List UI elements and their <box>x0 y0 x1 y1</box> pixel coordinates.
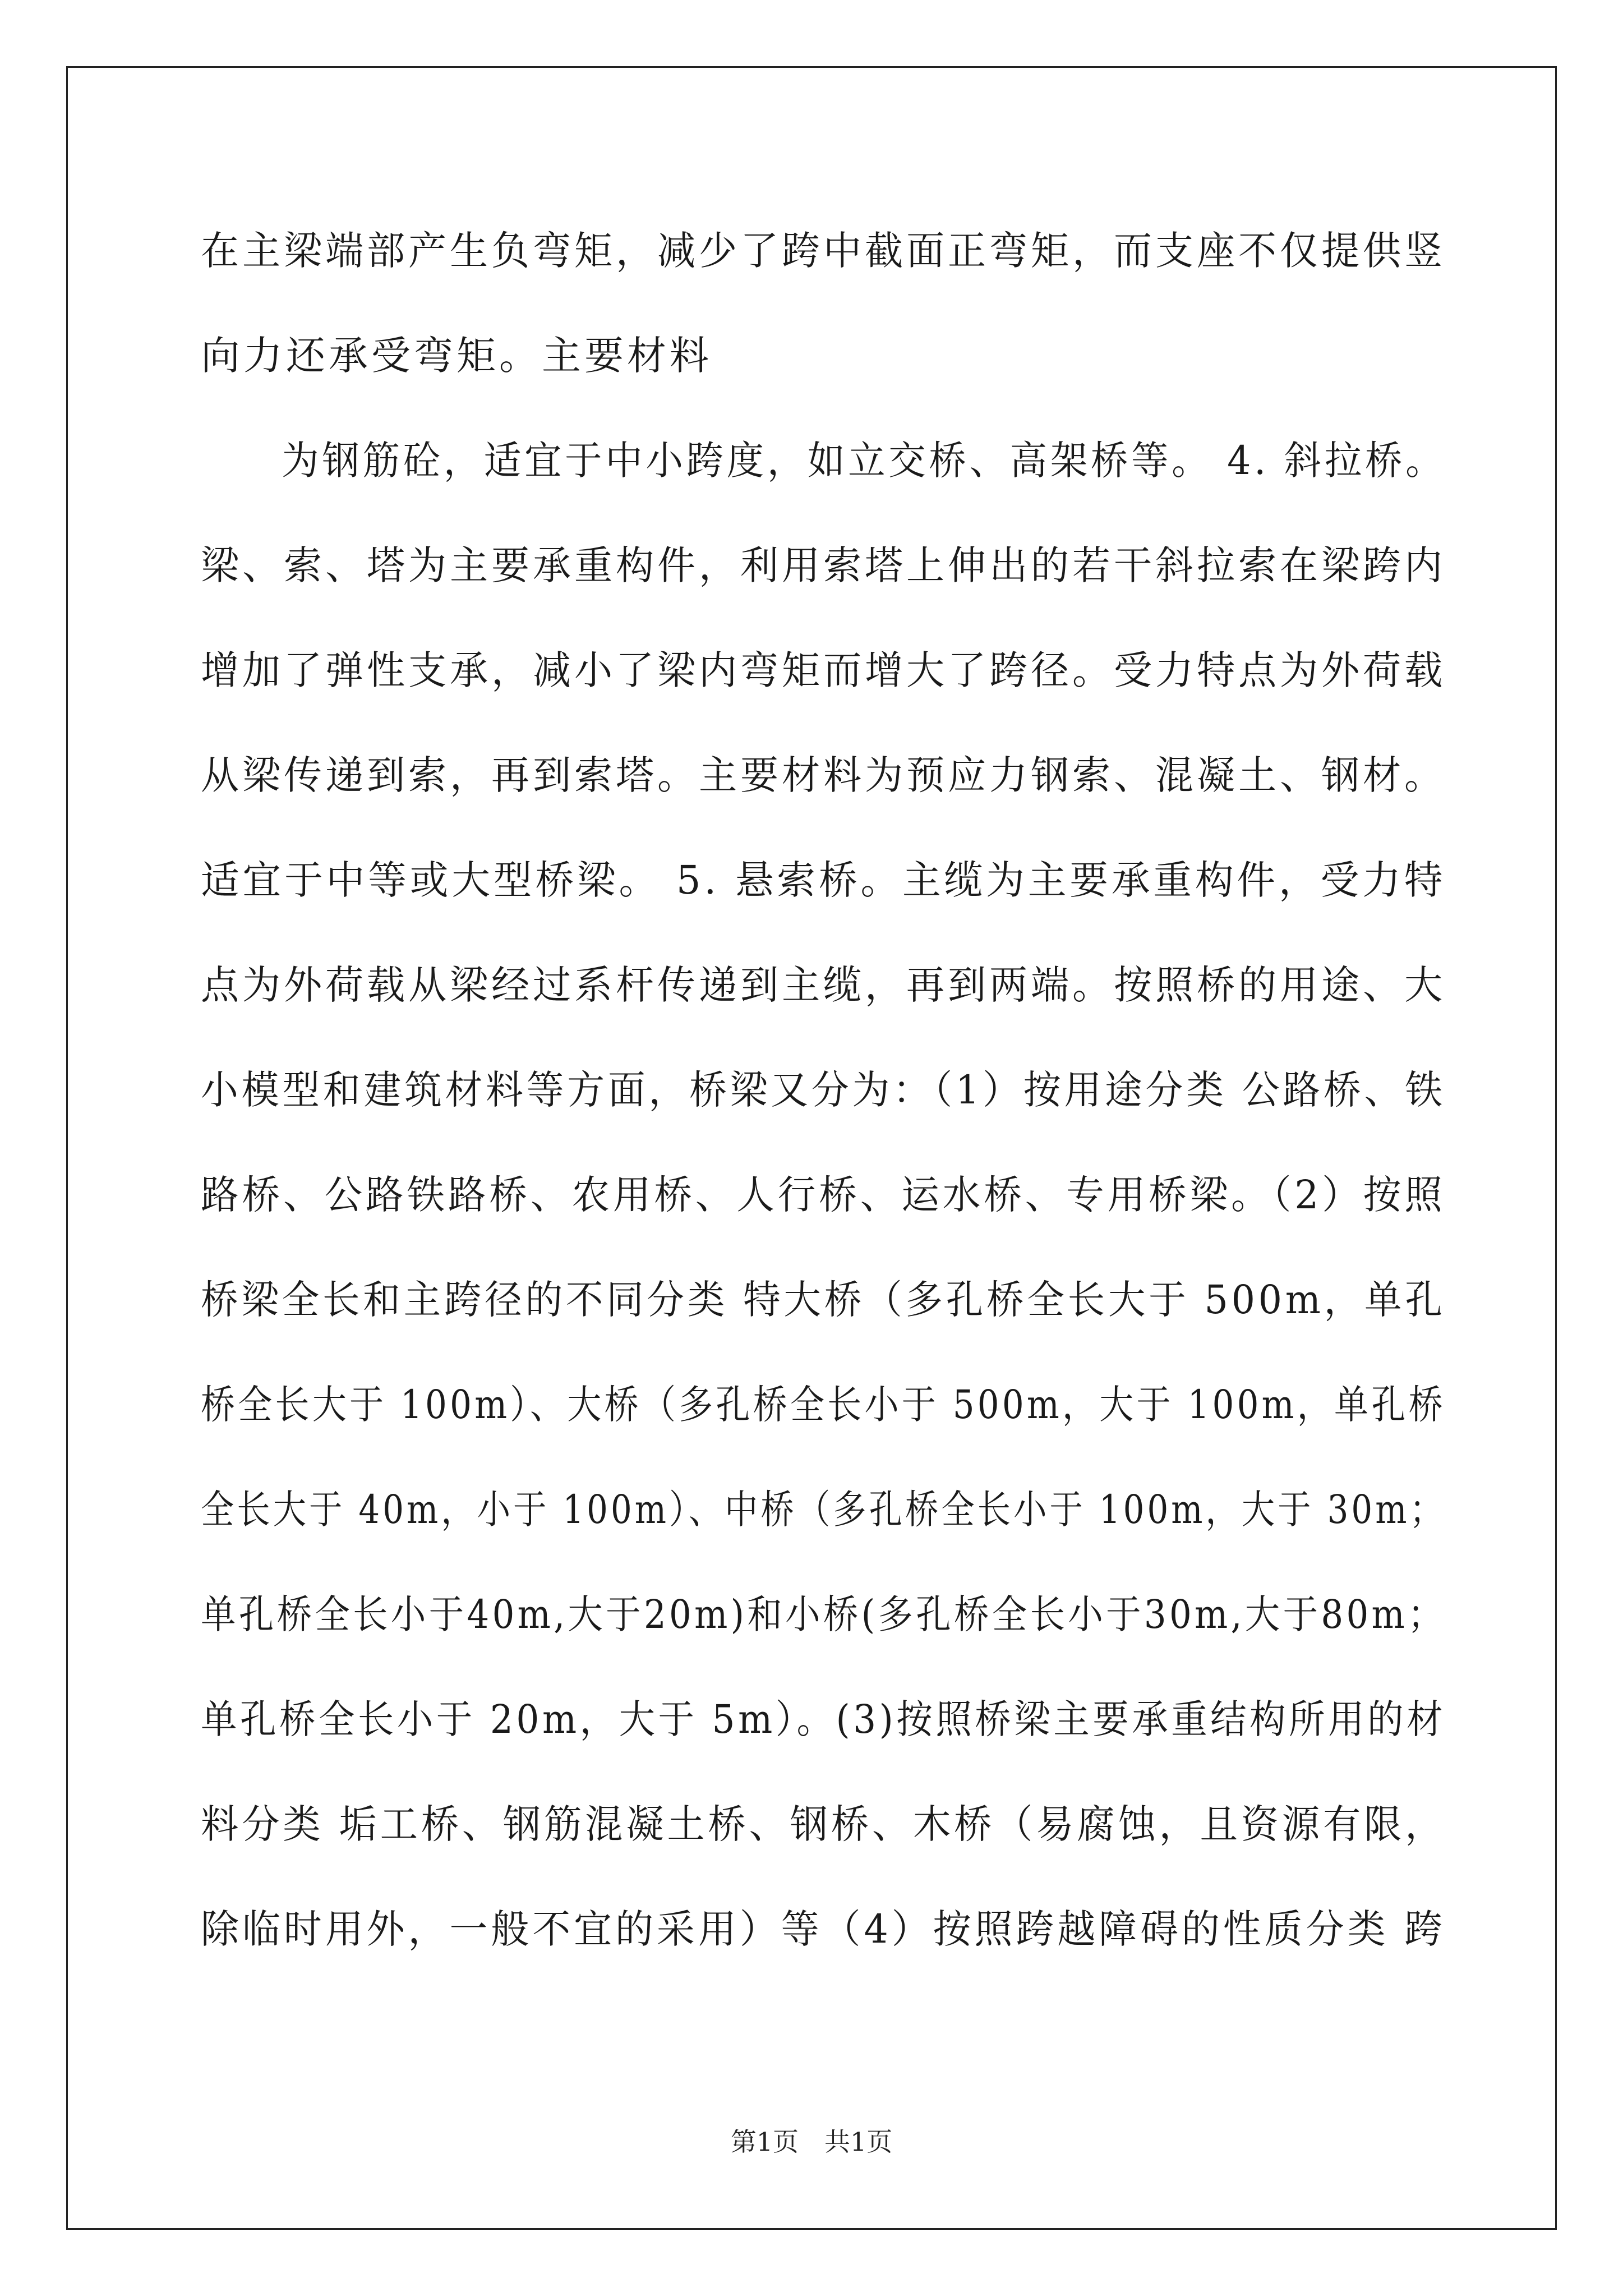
text-line: 单孔桥全长小于 20m，大于 5m）。(3)按照桥梁主要承重结构所用的材 <box>201 1696 1446 1742</box>
text-line: 向力还承受弯矩。主要材料 <box>201 333 712 379</box>
text-line: 桥梁全长和主跨径的不同分类 特大桥（多孔桥全长大于 500m，单孔 <box>201 1277 1446 1323</box>
text-line: 料分类 垢工桥、钢筋混凝土桥、钢桥、木桥（易腐蚀，且资源有限， <box>201 1801 1446 1847</box>
text-line: 桥全长大于 100m）、大桥（多孔桥全长小于 500m，大于 100m，单孔桥 <box>201 1382 1446 1428</box>
text-line: 为钢筋砼，适宜于中小跨度，如立交桥、高架桥等。 4. 斜拉桥。 <box>201 438 1446 484</box>
text-line: 路桥、公路铁路桥、农用桥、人行桥、运水桥、专用桥梁。（2）按照 <box>201 1172 1446 1218</box>
text-line: 在主梁端部产生负弯矩，减少了跨中截面正弯矩，而支座不仅提供竖 <box>201 228 1446 274</box>
text-line: 点为外荷载从梁经过系杆传递到主缆，再到两端。按照桥的用途、大 <box>201 962 1446 1008</box>
text-line: 单孔桥全长小于40m,大于20m)和小桥(多孔桥全长小于30m,大于80m； <box>201 1591 1446 1637</box>
text-line: 全长大于 40m，小于 100m）、中桥（多孔桥全长小于 100m，大于 30m； <box>201 1487 1446 1533</box>
text-line: 梁、索、塔为主要承重构件，利用索塔上伸出的若干斜拉索在梁跨内 <box>201 542 1446 588</box>
text-line: 适宜于中等或大型桥梁。 5. 悬索桥。主缆为主要承重构件，受力特 <box>201 857 1446 903</box>
text-line: 从梁传递到索，再到索塔。主要材料为预应力钢索、混凝土、钢材。 <box>201 752 1446 798</box>
page-footer: 第1页 共1页 <box>730 2127 893 2157</box>
text-line: 小模型和建筑材料等方面，桥梁又分为：（1）按用途分类 公路桥、铁 <box>201 1067 1446 1113</box>
text-line: 增加了弹性支承，减小了梁内弯矩而增大了跨径。受力特点为外荷载 <box>201 647 1446 693</box>
text-line: 除临时用外，一般不宜的采用）等（4）按照跨越障碍的性质分类 跨 <box>201 1906 1446 1952</box>
